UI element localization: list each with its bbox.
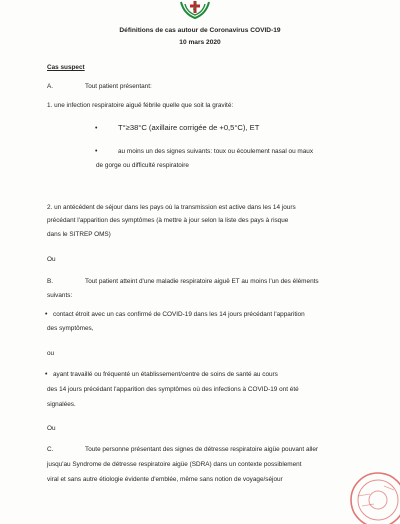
section-a-bullet-2-line-2: de gorge ou difficulté respiratoire	[96, 162, 189, 169]
or-separator: ou	[47, 350, 55, 357]
section-a-intro: Tout patient présentant:	[85, 83, 152, 90]
section-a-bullet-2-line-1: au moins un des signes suivants: toux ou écoulement nasal ou maux	[118, 148, 314, 155]
section-a-item-2-line-2: précédant l'apparition des symptômes (à mettre à jour selon la liste des pays à risque	[47, 217, 289, 224]
official-stamp-icon	[344, 466, 400, 524]
bullet-icon: •	[95, 148, 98, 155]
section-b-label: B.	[47, 278, 54, 285]
section-c-line-3: viral et sans autre étiologie évidente d'emblée, même sans notion de voyage/séjour	[47, 476, 283, 483]
section-b-bullet-2-line-2: des 14 jours précédant l'apparition des symptômes où des infections à COVID-19 ont été	[47, 386, 299, 393]
section-a-item-1: 1. une infection respiratoire aiguë fébrile quelle que soit la gravité:	[47, 102, 234, 109]
section-c-line-2: jusqu'au Syndrome de détresse respiratoire aigüe (SDRA) dans un contexte possiblement	[47, 461, 302, 468]
bullet-icon: •	[95, 125, 98, 132]
bullet-icon: •	[45, 311, 48, 318]
section-c-line-1: Toute personne présentant des signes de détresse respiratoire aigüe pouvant aller	[85, 446, 319, 453]
section-a-bullet-1: T°≥38°C (axillaire corrigée de +0,5°C), ET	[118, 123, 260, 132]
section-a-label: A.	[47, 83, 54, 90]
document-date: 10 mars 2020	[179, 39, 221, 46]
or-separator: Ou	[47, 425, 56, 432]
section-a-item-2-line-3: dans le SITREP OMS)	[47, 231, 111, 238]
bullet-icon: •	[45, 371, 48, 378]
section-b-bullet-1-line-1: contact étroit avec un cas confirmé de COVID-19 dans les 14 jours précédant l'apparition	[53, 311, 305, 318]
or-separator: Ou	[47, 256, 56, 263]
section-a-item-2-line-1: 2. un antécédent de séjour dans les pays où la transmission est active dans les 14 jours	[47, 204, 296, 211]
section-b-bullet-2-line-1: ayant travaillé ou fréquenté un établissement/centre de soins de santé au cours	[53, 371, 278, 378]
section-b-intro-line-1: Tout patient atteint d'une maladie respiratoire aiguë ET au moins l'un des éléments	[85, 278, 319, 285]
ministry-emblem-icon	[178, 0, 212, 20]
section-b-bullet-1-line-2: des symptômes,	[47, 325, 94, 332]
section-b-bullet-2-line-3: signalées.	[47, 401, 76, 408]
section-title: Cas suspect	[47, 64, 85, 71]
section-b-intro-line-2: suivants:	[47, 292, 73, 299]
document-title: Définitions de cas autour de Coronavirus COVID-19	[119, 27, 281, 34]
section-c-label: C.	[47, 446, 54, 453]
